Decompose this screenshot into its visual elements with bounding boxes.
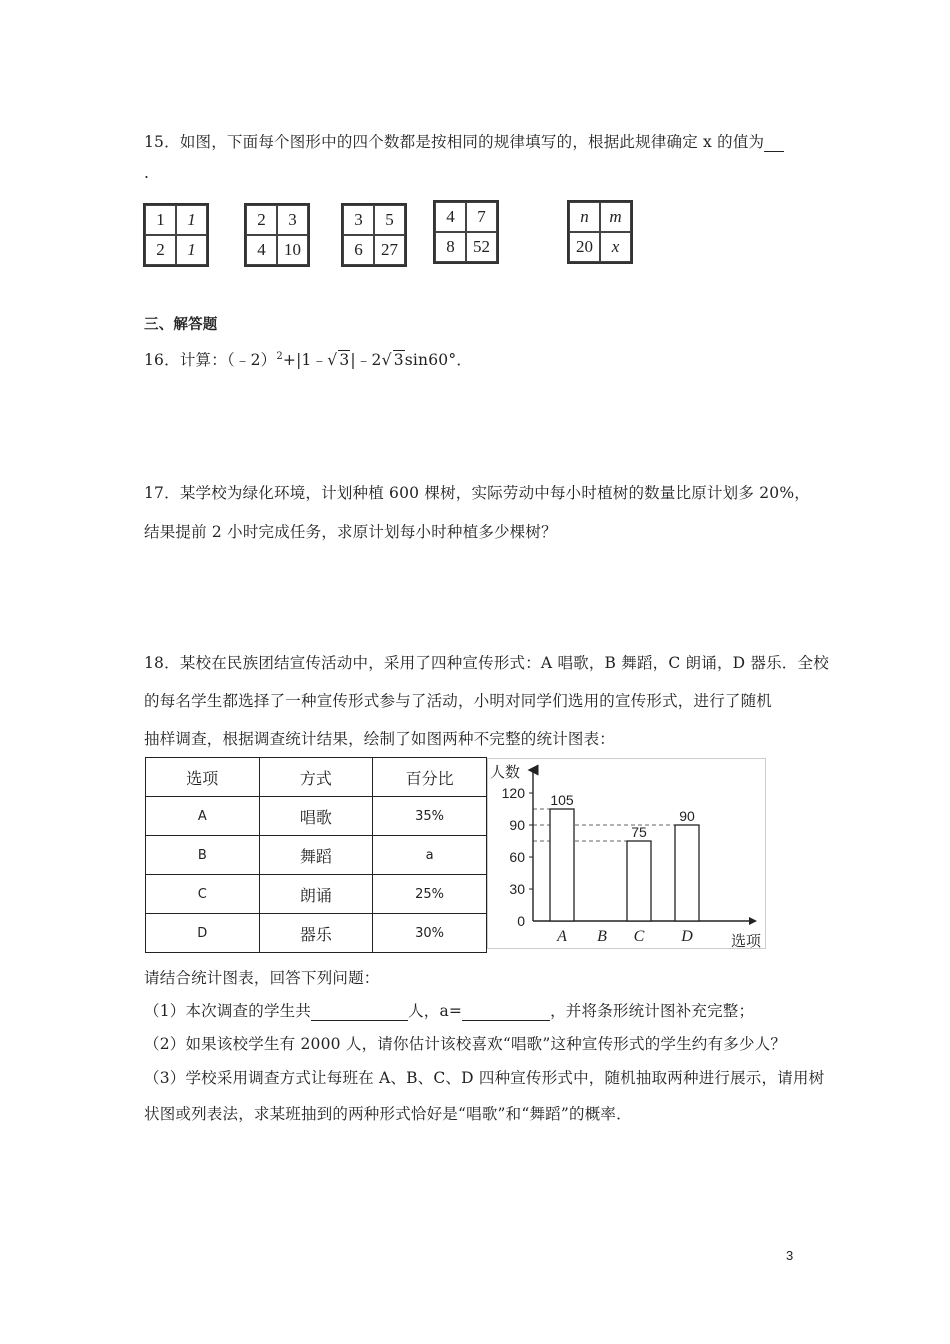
grid-cell: 3	[277, 205, 308, 235]
grid-cell: 52	[466, 232, 497, 262]
grid-cell: 7	[466, 202, 497, 232]
grid-cell: 10	[277, 235, 308, 265]
grid-cell: x	[600, 232, 631, 262]
y-tick-label: 90	[509, 817, 525, 833]
table-row	[146, 797, 487, 836]
q17-line2: 结果提前 2 小时完成任务，求原计划每小时种植多少棵树？	[144, 523, 557, 541]
grid-cell: 1	[176, 205, 207, 235]
chart-ylabel: 人数	[490, 763, 521, 781]
grid-cell: m	[600, 202, 631, 232]
x-tick-label: B	[597, 928, 607, 945]
table-cell: 舞蹈	[259, 836, 373, 875]
y-tick-label: 120	[501, 785, 525, 801]
bar-D	[675, 825, 699, 921]
grid-cell: n	[569, 202, 600, 232]
survey-table	[145, 757, 487, 953]
q18-prompt: 请结合统计图表，回答下列问题：	[144, 969, 380, 987]
bar-value-label: 75	[631, 824, 647, 840]
grid-cell: 20	[569, 232, 600, 262]
grid-cell: 27	[374, 235, 405, 265]
table-row	[146, 914, 487, 953]
grid-cell: 1	[145, 205, 176, 235]
q18-part2: （2）如果该校学生有 2000 人，请你估计该校喜欢“唱歌”这种宣传形式的学生约有多少人？	[144, 1035, 787, 1053]
q18-part1: （1）本次调查的学生共 人，a= ，并将条形统计图补充完整；	[144, 1002, 755, 1020]
grid-cell: 2	[246, 205, 277, 235]
y-tick-label: 60	[509, 849, 525, 865]
number-grid-5	[567, 200, 633, 264]
q18-line3: 抽样调查，根据调查统计结果，绘制了如图两种不完整的统计图表：	[144, 730, 616, 748]
table-row	[146, 875, 487, 914]
table-cell: 30%	[373, 914, 487, 953]
q18-line2: 的每名学生都选择了一种宣传形式参与了活动，小明对同学们选用的宣传形式，进行了随机	[144, 692, 773, 710]
x-tick-label: D	[681, 928, 693, 945]
number-grid-3	[341, 203, 407, 267]
grid-cell: 6	[343, 235, 374, 265]
table-row	[146, 836, 487, 875]
table-cell: a	[373, 836, 487, 875]
table-cell: 唱歌	[259, 797, 373, 836]
grid-cell: 4	[246, 235, 277, 265]
q15-end: .	[144, 164, 150, 182]
bar-C	[627, 841, 651, 921]
q18-blank-total[interactable]	[311, 1020, 408, 1021]
table-cell: B	[146, 836, 260, 875]
bar-value-label: 105	[550, 792, 574, 808]
grid-cell: 3	[343, 205, 374, 235]
grid-cell: 4	[435, 202, 466, 232]
bar-value-label: 90	[679, 808, 695, 824]
table-cell: C	[146, 875, 260, 914]
table-cell: 朗诵	[259, 875, 373, 914]
number-grid-2	[244, 203, 310, 267]
section-title: 三、解答题	[144, 317, 218, 333]
table-header: 选项	[146, 758, 260, 797]
q16-text: 16．计算：（﹣2）$^2$+|1﹣√ 3|﹣2√ 3sin60°．	[144, 350, 473, 369]
page-number: 3	[786, 1248, 794, 1263]
table-cell: D	[146, 914, 260, 953]
grid-cell: 5	[374, 205, 405, 235]
q17-line1: 17．某学校为绿化环境，计划种植 600 棵树，实际劳动中每小时植树的数量比原计划多 20%，	[144, 484, 810, 502]
x-tick-label: A	[557, 928, 567, 945]
grid-cell: 8	[435, 232, 466, 262]
q18-blank-a[interactable]	[462, 1020, 550, 1021]
table-header-row	[146, 758, 487, 797]
number-grid-4	[433, 200, 499, 264]
q15-answer-blank[interactable]	[764, 151, 784, 152]
grid-cell: 1	[176, 235, 207, 265]
table-cell: 35%	[373, 797, 487, 836]
table-cell: 器乐	[259, 914, 373, 953]
chart-xlabel: 选项	[731, 932, 762, 950]
q18-part3-line1: （3）学校采用调查方式让每班在 A、B、C、D 四种宣传形式中，随机抽取两种进行展示，请用树	[144, 1069, 825, 1087]
bar-A	[550, 809, 574, 921]
table-cell: A	[146, 797, 260, 836]
table-cell: 25%	[373, 875, 487, 914]
q18-part3-line2: 状图或列表法，求某班抽到的两种形式恰好是“唱歌”和“舞蹈”的概率．	[144, 1105, 632, 1123]
table-header: 方式	[259, 758, 373, 797]
number-grid-1	[143, 203, 209, 267]
x-tick-label: C	[633, 928, 645, 945]
q18-line1: 18．某校在民族团结宣传活动中，采用了四种宣传形式：A 唱歌，B 舞蹈，C 朗诵，D 器乐．全校	[144, 654, 829, 672]
table-header: 百分比	[373, 758, 487, 797]
q15-text: 15．如图，下面每个图形中的四个数都是按相同的规律填写的，根据此规律确定 x 的值为	[144, 130, 784, 152]
bar-chart	[487, 758, 767, 950]
y-tick-label: 30	[509, 881, 525, 897]
grid-cell: 2	[145, 235, 176, 265]
y-tick-label: 0	[517, 913, 525, 929]
